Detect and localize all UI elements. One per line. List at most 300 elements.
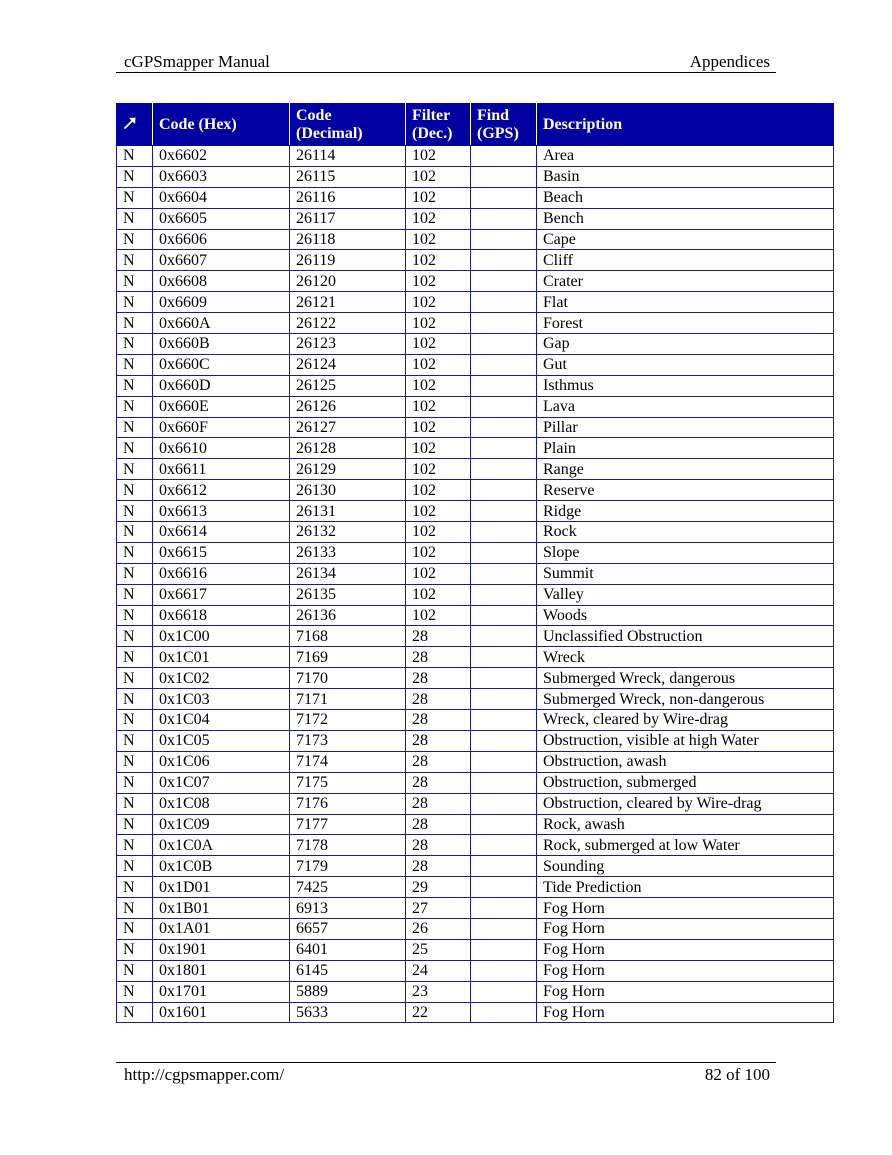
table-row — [117, 166, 834, 187]
cell-filter: 23 — [406, 981, 471, 1002]
cell-find — [471, 835, 537, 856]
cell-code-hex: 0x660A — [153, 313, 290, 334]
cell-find — [471, 563, 537, 584]
cell-code-hex: 0x6611 — [153, 459, 290, 480]
column-header-filter-label: Filter (Dec.) — [412, 106, 453, 142]
cell-filter: 102 — [406, 480, 471, 501]
cell-symbol: N — [117, 438, 153, 459]
cell-code-hex: 0x6603 — [153, 166, 290, 187]
cell-symbol: N — [117, 668, 153, 689]
cell-symbol: N — [117, 981, 153, 1002]
cell-description: Forest — [537, 313, 834, 334]
table-header-row — [117, 104, 834, 146]
cell-symbol: N — [117, 814, 153, 835]
table-row — [117, 647, 834, 668]
cell-find — [471, 375, 537, 396]
cell-description: Obstruction, cleared by Wire-drag — [537, 793, 834, 814]
cell-filter: 102 — [406, 605, 471, 626]
cell-find — [471, 730, 537, 751]
cell-code-hex: 0x660F — [153, 417, 290, 438]
cell-filter: 102 — [406, 187, 471, 208]
cell-find — [471, 689, 537, 710]
cell-description: Wreck — [537, 647, 834, 668]
cell-symbol: N — [117, 689, 153, 710]
cell-code-decimal: 5633 — [290, 1002, 406, 1023]
cell-code-hex: 0x660E — [153, 396, 290, 417]
cell-description: Rock — [537, 522, 834, 543]
cell-code-decimal: 26136 — [290, 605, 406, 626]
cell-code-decimal: 26129 — [290, 459, 406, 480]
cell-find — [471, 918, 537, 939]
cell-filter: 102 — [406, 292, 471, 313]
cell-code-decimal: 5889 — [290, 981, 406, 1002]
cell-code-decimal: 7177 — [290, 814, 406, 835]
cell-code-decimal: 7179 — [290, 856, 406, 877]
table-row — [117, 459, 834, 480]
cell-code-decimal: 7172 — [290, 710, 406, 731]
cell-code-decimal: 26122 — [290, 313, 406, 334]
cell-code-decimal: 7425 — [290, 877, 406, 898]
cell-symbol: N — [117, 313, 153, 334]
table-body — [117, 146, 834, 1023]
column-header-code-decimal-label: Code (Decimal) — [296, 106, 363, 142]
cell-symbol: N — [117, 417, 153, 438]
table-row — [117, 689, 834, 710]
cell-filter: 102 — [406, 166, 471, 187]
diagonal-arrow-icon — [123, 116, 137, 130]
cell-find — [471, 605, 537, 626]
cell-description: Cliff — [537, 250, 834, 271]
cell-symbol: N — [117, 647, 153, 668]
cell-filter: 102 — [406, 354, 471, 375]
cell-filter: 102 — [406, 438, 471, 459]
cell-filter: 22 — [406, 1002, 471, 1023]
cell-code-decimal: 7176 — [290, 793, 406, 814]
cell-code-hex: 0x6616 — [153, 563, 290, 584]
table-row — [117, 313, 834, 334]
cell-description: Fog Horn — [537, 1002, 834, 1023]
cell-symbol: N — [117, 939, 153, 960]
cell-find — [471, 751, 537, 772]
cell-code-hex: 0x1901 — [153, 939, 290, 960]
cell-filter: 102 — [406, 271, 471, 292]
cell-find — [471, 166, 537, 187]
cell-code-decimal: 26118 — [290, 229, 406, 250]
cell-code-decimal: 7169 — [290, 647, 406, 668]
cell-code-hex: 0x1C0A — [153, 835, 290, 856]
table-row — [117, 856, 834, 877]
cell-code-hex: 0x1C09 — [153, 814, 290, 835]
cell-description: Obstruction, awash — [537, 751, 834, 772]
cell-code-hex: 0x6614 — [153, 522, 290, 543]
cell-find — [471, 939, 537, 960]
cell-code-hex: 0x1C04 — [153, 710, 290, 731]
cell-code-decimal: 26128 — [290, 438, 406, 459]
cell-code-hex: 0x660B — [153, 334, 290, 355]
cell-code-hex: 0x1C07 — [153, 772, 290, 793]
cell-filter: 24 — [406, 960, 471, 981]
cell-symbol: N — [117, 793, 153, 814]
cell-description: Wreck, cleared by Wire-drag — [537, 710, 834, 731]
table-row — [117, 668, 834, 689]
cell-find — [471, 250, 537, 271]
table-row — [117, 835, 834, 856]
cell-code-decimal: 6913 — [290, 898, 406, 919]
cell-code-decimal: 26119 — [290, 250, 406, 271]
cell-filter: 28 — [406, 710, 471, 731]
table-row — [117, 480, 834, 501]
cell-description: Ridge — [537, 501, 834, 522]
cell-description: Tide Prediction — [537, 877, 834, 898]
cell-description: Rock, submerged at low Water — [537, 835, 834, 856]
cell-symbol: N — [117, 563, 153, 584]
cell-symbol: N — [117, 772, 153, 793]
cell-code-decimal: 26124 — [290, 354, 406, 375]
cell-symbol: N — [117, 396, 153, 417]
cell-find — [471, 417, 537, 438]
cell-symbol: N — [117, 250, 153, 271]
cell-code-hex: 0x1A01 — [153, 918, 290, 939]
cell-filter: 29 — [406, 877, 471, 898]
cell-code-hex: 0x6609 — [153, 292, 290, 313]
cell-symbol: N — [117, 605, 153, 626]
cell-filter: 102 — [406, 229, 471, 250]
cell-find — [471, 229, 537, 250]
page-number: 82 of 100 — [704, 1065, 770, 1084]
cell-filter: 28 — [406, 689, 471, 710]
cell-find — [471, 898, 537, 919]
cell-find — [471, 668, 537, 689]
cell-find — [471, 187, 537, 208]
cell-symbol: N — [117, 960, 153, 981]
table-row — [117, 626, 834, 647]
cell-code-decimal: 26126 — [290, 396, 406, 417]
cell-code-hex: 0x6606 — [153, 229, 290, 250]
cell-description: Bench — [537, 208, 834, 229]
table-row — [117, 584, 834, 605]
table-row — [117, 229, 834, 250]
cell-code-decimal: 26135 — [290, 584, 406, 605]
cell-filter: 102 — [406, 250, 471, 271]
cell-find — [471, 459, 537, 480]
cell-code-hex: 0x6618 — [153, 605, 290, 626]
cell-filter: 102 — [406, 501, 471, 522]
cell-filter: 102 — [406, 334, 471, 355]
cell-code-decimal: 7168 — [290, 626, 406, 647]
cell-description: Obstruction, visible at high Water — [537, 730, 834, 751]
cell-symbol: N — [117, 146, 153, 167]
cell-code-hex: 0x1801 — [153, 960, 290, 981]
cell-code-decimal: 26134 — [290, 563, 406, 584]
cell-filter: 28 — [406, 626, 471, 647]
cell-code-decimal: 7173 — [290, 730, 406, 751]
table-row — [117, 751, 834, 772]
cell-filter: 102 — [406, 584, 471, 605]
cell-find — [471, 772, 537, 793]
cell-filter: 102 — [406, 563, 471, 584]
column-header-code-decimal — [290, 104, 406, 146]
table-row — [117, 1002, 834, 1023]
cell-symbol: N — [117, 375, 153, 396]
cell-code-hex: 0x1C05 — [153, 730, 290, 751]
cell-symbol: N — [117, 501, 153, 522]
cell-code-hex: 0x6604 — [153, 187, 290, 208]
cell-code-decimal: 7178 — [290, 835, 406, 856]
cell-symbol: N — [117, 271, 153, 292]
cell-description: Area — [537, 146, 834, 167]
cell-code-decimal: 7175 — [290, 772, 406, 793]
cell-find — [471, 981, 537, 1002]
cell-description: Pillar — [537, 417, 834, 438]
column-header-code-hex: Code (Hex) — [153, 104, 290, 146]
cell-symbol: N — [117, 835, 153, 856]
cell-find — [471, 542, 537, 563]
cell-description: Fog Horn — [537, 981, 834, 1002]
cell-description: Submerged Wreck, dangerous — [537, 668, 834, 689]
table-row — [117, 939, 834, 960]
cell-code-hex: 0x6617 — [153, 584, 290, 605]
cell-filter: 28 — [406, 751, 471, 772]
cell-find — [471, 354, 537, 375]
section-title: Appendices — [689, 52, 770, 71]
cell-code-hex: 0x6607 — [153, 250, 290, 271]
table-row — [117, 354, 834, 375]
table-row — [117, 438, 834, 459]
cell-code-decimal: 6145 — [290, 960, 406, 981]
cell-filter: 25 — [406, 939, 471, 960]
column-header-symbol — [117, 104, 153, 146]
cell-code-decimal: 7171 — [290, 689, 406, 710]
cell-code-hex: 0x1D01 — [153, 877, 290, 898]
page-header — [116, 50, 776, 73]
cell-symbol: N — [117, 208, 153, 229]
cell-code-decimal: 26120 — [290, 271, 406, 292]
cell-code-hex: 0x1C08 — [153, 793, 290, 814]
cell-symbol: N — [117, 1002, 153, 1023]
cell-find — [471, 856, 537, 877]
cell-description: Gut — [537, 354, 834, 375]
cell-code-hex: 0x1C00 — [153, 626, 290, 647]
cell-find — [471, 522, 537, 543]
cell-description: Rock, awash — [537, 814, 834, 835]
column-header-find-label: Find (GPS) — [477, 106, 519, 142]
cell-code-hex: 0x1C03 — [153, 689, 290, 710]
column-header-find — [471, 104, 537, 146]
cell-description: Beach — [537, 187, 834, 208]
table-row — [117, 563, 834, 584]
cell-filter: 102 — [406, 459, 471, 480]
table-row — [117, 981, 834, 1002]
cell-symbol: N — [117, 710, 153, 731]
cell-description: Woods — [537, 605, 834, 626]
cell-description: Flat — [537, 292, 834, 313]
cell-description: Reserve — [537, 480, 834, 501]
cell-find — [471, 271, 537, 292]
table-row — [117, 522, 834, 543]
cell-find — [471, 793, 537, 814]
cell-code-decimal: 26133 — [290, 542, 406, 563]
cell-code-hex: 0x1C02 — [153, 668, 290, 689]
cell-description: Crater — [537, 271, 834, 292]
cell-find — [471, 960, 537, 981]
table-row — [117, 334, 834, 355]
cell-symbol: N — [117, 292, 153, 313]
cell-symbol: N — [117, 584, 153, 605]
cell-filter: 28 — [406, 793, 471, 814]
cell-description: Valley — [537, 584, 834, 605]
cell-find — [471, 626, 537, 647]
cell-description: Plain — [537, 438, 834, 459]
cell-description: Summit — [537, 563, 834, 584]
cell-find — [471, 480, 537, 501]
cell-symbol: N — [117, 918, 153, 939]
table-row — [117, 772, 834, 793]
cell-description: Cape — [537, 229, 834, 250]
cell-filter: 28 — [406, 814, 471, 835]
document-title: cGPSmapper Manual — [124, 52, 270, 71]
cell-filter: 28 — [406, 835, 471, 856]
cell-filter: 102 — [406, 542, 471, 563]
cell-code-hex: 0x6602 — [153, 146, 290, 167]
table-row — [117, 501, 834, 522]
cell-filter: 28 — [406, 856, 471, 877]
type-codes-table — [116, 103, 834, 1023]
cell-find — [471, 208, 537, 229]
table-row — [117, 396, 834, 417]
cell-find — [471, 334, 537, 355]
cell-code-hex: 0x1601 — [153, 1002, 290, 1023]
cell-description: Isthmus — [537, 375, 834, 396]
table-row — [117, 271, 834, 292]
cell-symbol: N — [117, 522, 153, 543]
table-row — [117, 960, 834, 981]
cell-find — [471, 1002, 537, 1023]
cell-code-decimal: 6657 — [290, 918, 406, 939]
cell-symbol: N — [117, 898, 153, 919]
cell-symbol: N — [117, 856, 153, 877]
table-row — [117, 187, 834, 208]
table-row — [117, 793, 834, 814]
table-row — [117, 292, 834, 313]
cell-filter: 28 — [406, 668, 471, 689]
table-row — [117, 814, 834, 835]
cell-description: Submerged Wreck, non-dangerous — [537, 689, 834, 710]
cell-code-decimal: 26130 — [290, 480, 406, 501]
cell-filter: 28 — [406, 647, 471, 668]
cell-symbol: N — [117, 354, 153, 375]
cell-code-hex: 0x6612 — [153, 480, 290, 501]
cell-code-hex: 0x660C — [153, 354, 290, 375]
cell-code-decimal: 26127 — [290, 417, 406, 438]
cell-code-hex: 0x6615 — [153, 542, 290, 563]
table-row — [117, 918, 834, 939]
cell-description: Range — [537, 459, 834, 480]
cell-find — [471, 877, 537, 898]
cell-description: Fog Horn — [537, 898, 834, 919]
cell-symbol: N — [117, 334, 153, 355]
cell-filter: 102 — [406, 396, 471, 417]
table-row — [117, 417, 834, 438]
cell-symbol: N — [117, 877, 153, 898]
cell-code-decimal: 26114 — [290, 146, 406, 167]
cell-filter: 102 — [406, 417, 471, 438]
cell-find — [471, 501, 537, 522]
cell-find — [471, 814, 537, 835]
table-row — [117, 730, 834, 751]
cell-code-decimal: 26117 — [290, 208, 406, 229]
cell-symbol: N — [117, 542, 153, 563]
cell-description: Gap — [537, 334, 834, 355]
cell-code-hex: 0x1701 — [153, 981, 290, 1002]
cell-code-hex: 0x6608 — [153, 271, 290, 292]
column-header-description: Description — [537, 104, 834, 146]
cell-find — [471, 146, 537, 167]
cell-description: Basin — [537, 166, 834, 187]
cell-description: Fog Horn — [537, 960, 834, 981]
cell-filter: 102 — [406, 375, 471, 396]
cell-code-hex: 0x1B01 — [153, 898, 290, 919]
cell-filter: 102 — [406, 146, 471, 167]
cell-description: Fog Horn — [537, 939, 834, 960]
cell-code-decimal: 26125 — [290, 375, 406, 396]
cell-find — [471, 584, 537, 605]
cell-code-hex: 0x660D — [153, 375, 290, 396]
footer-url: http://cgpsmapper.com/ — [124, 1065, 285, 1084]
table-row — [117, 208, 834, 229]
cell-code-decimal: 26115 — [290, 166, 406, 187]
cell-symbol: N — [117, 459, 153, 480]
table-row — [117, 898, 834, 919]
cell-filter: 102 — [406, 522, 471, 543]
table-row — [117, 375, 834, 396]
cell-symbol: N — [117, 229, 153, 250]
table-row — [117, 710, 834, 731]
cell-find — [471, 710, 537, 731]
cell-find — [471, 438, 537, 459]
cell-symbol: N — [117, 187, 153, 208]
cell-filter: 27 — [406, 898, 471, 919]
cell-code-hex: 0x1C0B — [153, 856, 290, 877]
cell-code-decimal: 26131 — [290, 501, 406, 522]
cell-symbol: N — [117, 626, 153, 647]
cell-code-hex: 0x6605 — [153, 208, 290, 229]
cell-find — [471, 292, 537, 313]
cell-symbol: N — [117, 480, 153, 501]
cell-filter: 102 — [406, 208, 471, 229]
cell-code-decimal: 26132 — [290, 522, 406, 543]
cell-code-hex: 0x6610 — [153, 438, 290, 459]
table-row — [117, 877, 834, 898]
cell-filter: 26 — [406, 918, 471, 939]
cell-code-hex: 0x6613 — [153, 501, 290, 522]
cell-code-hex: 0x1C01 — [153, 647, 290, 668]
cell-find — [471, 313, 537, 334]
cell-symbol: N — [117, 730, 153, 751]
cell-description: Sounding — [537, 856, 834, 877]
cell-code-decimal: 7174 — [290, 751, 406, 772]
cell-symbol: N — [117, 166, 153, 187]
cell-find — [471, 396, 537, 417]
cell-code-decimal: 26121 — [290, 292, 406, 313]
cell-description: Lava — [537, 396, 834, 417]
cell-description: Obstruction, submerged — [537, 772, 834, 793]
table-row — [117, 146, 834, 167]
cell-code-decimal: 7170 — [290, 668, 406, 689]
cell-code-decimal: 26116 — [290, 187, 406, 208]
cell-description: Unclassified Obstruction — [537, 626, 834, 647]
cell-code-hex: 0x1C06 — [153, 751, 290, 772]
cell-code-decimal: 26123 — [290, 334, 406, 355]
